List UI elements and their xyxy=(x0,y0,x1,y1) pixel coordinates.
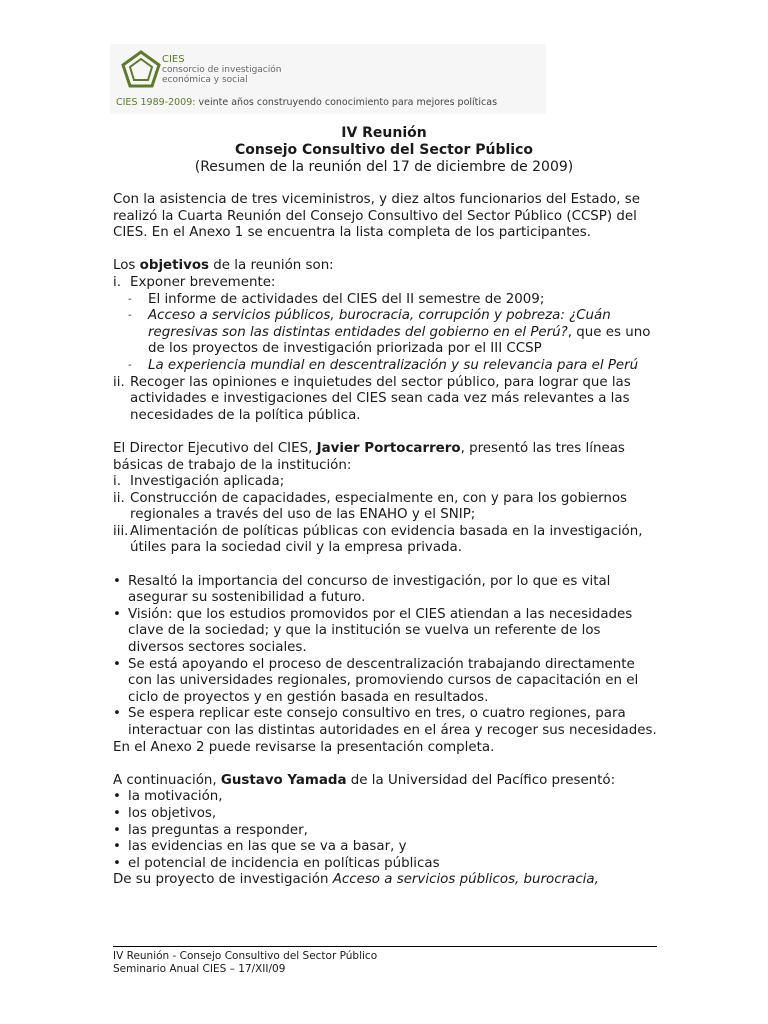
director-item xyxy=(113,524,658,557)
yamada-pre: A continuación, xyxy=(113,772,221,788)
director-paragraph xyxy=(113,441,658,474)
bullet-text: Se espera replicar este consejo consultivo en tres, o cuatro regiones, para interactuar con las distintas autoridades en el área y recoger sus necesidades. xyxy=(128,706,657,738)
title-block xyxy=(0,125,768,176)
director-item-text: Construcción de capacidades, especialmente en, con y para los gobiernos regionales a través del uso de las ENAHO y el SNIP; xyxy=(130,490,628,523)
title-line2: Consejo Consultivo del Sector Público xyxy=(235,142,533,158)
dash-marker: - xyxy=(128,359,132,371)
director-item-text: Investigación aplicada; xyxy=(130,474,285,490)
sub-item-3 xyxy=(113,358,658,375)
bullet-icon: • xyxy=(113,656,121,672)
bullet-icon: • xyxy=(113,855,121,871)
yamada-item xyxy=(113,839,658,856)
logo-text xyxy=(162,55,281,85)
yamada-item-text: los objetivos, xyxy=(128,805,217,821)
yamada-item-text: las evidencias en las que se va a basar, y xyxy=(128,839,407,855)
logo-line1: consorcio de investigación xyxy=(162,65,282,75)
director-post: , presentó las tres líneas básicas de trabajo de la institución: xyxy=(113,440,625,473)
logo-name: CIES xyxy=(162,54,185,65)
bullet-item xyxy=(113,574,658,607)
bullet-icon: • xyxy=(113,839,121,855)
title-line3: (Resumen de la reunión del 17 de diciembre de 2009) xyxy=(194,159,574,175)
header-banner xyxy=(110,44,546,114)
dash-marker: - xyxy=(128,310,132,322)
title-line1: IV Reunión xyxy=(341,125,427,141)
objective-i xyxy=(113,275,658,292)
tagline-text: veinte años construyendo conocimiento para mejores políticas xyxy=(195,97,498,108)
objectives-lead-bold: objetivos xyxy=(139,258,210,274)
yamada-item xyxy=(113,789,658,806)
yamada-item xyxy=(113,823,658,840)
yamada-closing-italic: Acceso a servicios públicos, burocracia, xyxy=(332,872,599,888)
bullet-icon: • xyxy=(113,573,121,589)
bullet-item xyxy=(113,607,658,657)
objectives-lead xyxy=(113,258,658,275)
bullet-icon: • xyxy=(113,606,121,622)
director-item-num: i. xyxy=(113,474,121,490)
objective-ii-text: Recoger las opiniones e inquietudes del sector público, para lograr que las actividades e investigaciones del CIES sean cada vez más relevantes a las necesidades de la política pública. xyxy=(130,374,631,423)
bullet-icon: • xyxy=(113,822,121,838)
dash-marker: - xyxy=(128,293,132,305)
yamada-item xyxy=(113,856,658,873)
bullet-text: Resaltó la importancia del concurso de investigación, por lo que es vital asegurar su sostenibilidad a futuro. xyxy=(128,573,611,606)
sub-item-1-text: El informe de actividades del CIES del II semestre de 2009; xyxy=(148,291,545,307)
yamada-name: Gustavo Yamada xyxy=(220,772,347,788)
bullet-icon: • xyxy=(113,706,121,722)
document-body xyxy=(113,192,658,889)
sub-item-2-text xyxy=(148,308,658,358)
footer xyxy=(113,950,377,976)
director-name: Javier Portocarrero xyxy=(316,440,461,456)
director-item xyxy=(113,491,658,524)
objective-ii-num: ii. xyxy=(113,374,125,390)
annex2-paragraph: En el Anexo 2 puede revisarse la presentación completa. xyxy=(113,739,495,755)
sub-item-1 xyxy=(113,292,658,309)
footer-line2: Seminario Anual CIES – 17/XII/09 xyxy=(113,963,286,975)
objective-i-text: Exponer brevemente: xyxy=(130,274,276,290)
bullet-text: Visión: que los estudios promovidos por el CIES atiendan a las necesidades clave de la sociedad; y que la institución se vuelva un referente de los diversos sectores sociales. xyxy=(128,606,633,656)
bullet-item xyxy=(113,657,658,707)
bullet-icon: • xyxy=(113,805,121,821)
bullet-item xyxy=(113,706,658,739)
director-pre: El Director Ejecutivo del CIES, xyxy=(113,440,317,456)
tagline-years: CIES 1989-2009: xyxy=(116,97,196,108)
sub-item-2-rest: , que es uno de los proyectos de investigación priorizada por el III CCSP xyxy=(148,324,651,357)
yamada-paragraph xyxy=(113,773,658,790)
yamada-item-text: las preguntas a responder, xyxy=(128,822,308,838)
yamada-post: de la Universidad del Pacífico presentó: xyxy=(346,772,616,788)
intro-paragraph: Con la asistencia de tres viceministros, y diez altos funcionarios del Estado, se realizó la Cuarta Reunión del Consejo Consultivo del Sector Público (CCSP) del CIES. En el Anexo 1 se encuentra la lista completa de los participantes. xyxy=(113,192,640,241)
logo-line2: económica y social xyxy=(162,75,248,85)
sub-item-3-text: La experiencia mundial en descentralización y su relevancia para el Perú xyxy=(148,357,639,373)
bullet-text: Se está apoyando el proceso de descentralización trabajando directamente con las universidades regionales, promoviendo cursos de capacitación en el ciclo de proyectos y en gestión basada en resultados. xyxy=(128,656,639,705)
objectives-lead-post: de la reunión son: xyxy=(209,258,334,274)
sub-item-2 xyxy=(113,308,658,358)
yamada-closing xyxy=(113,872,658,889)
yamada-item-text: el potencial de incidencia en políticas públicas xyxy=(128,855,440,871)
director-item xyxy=(113,474,658,491)
bullet-icon: • xyxy=(113,789,121,805)
objective-ii xyxy=(113,375,658,425)
sub-item-2-italic: Acceso a servicios públicos, burocracia, corrupción y pobreza: ¿Cuán regresivas son las distintas entidades del gobierno en el Perú? xyxy=(148,308,611,340)
director-item-num: iii. xyxy=(113,523,129,539)
cies-logo-icon xyxy=(118,48,164,92)
director-item-text: Alimentación de políticas públicas con evidencia basada en la investigación, útiles para la sociedad civil y la empresa privada. xyxy=(130,523,643,556)
tagline xyxy=(116,97,497,108)
yamada-item xyxy=(113,806,658,823)
footer-line1: IV Reunión - Consejo Consultivo del Sector Público xyxy=(113,950,378,962)
director-item-num: ii. xyxy=(113,490,125,506)
footer-rule xyxy=(113,946,657,947)
objective-i-num: i. xyxy=(113,274,121,290)
yamada-item-text: la motivación, xyxy=(128,789,223,805)
objectives-lead-pre: Los xyxy=(113,258,140,274)
yamada-closing-pre: De su proyecto de investigación xyxy=(113,872,333,888)
